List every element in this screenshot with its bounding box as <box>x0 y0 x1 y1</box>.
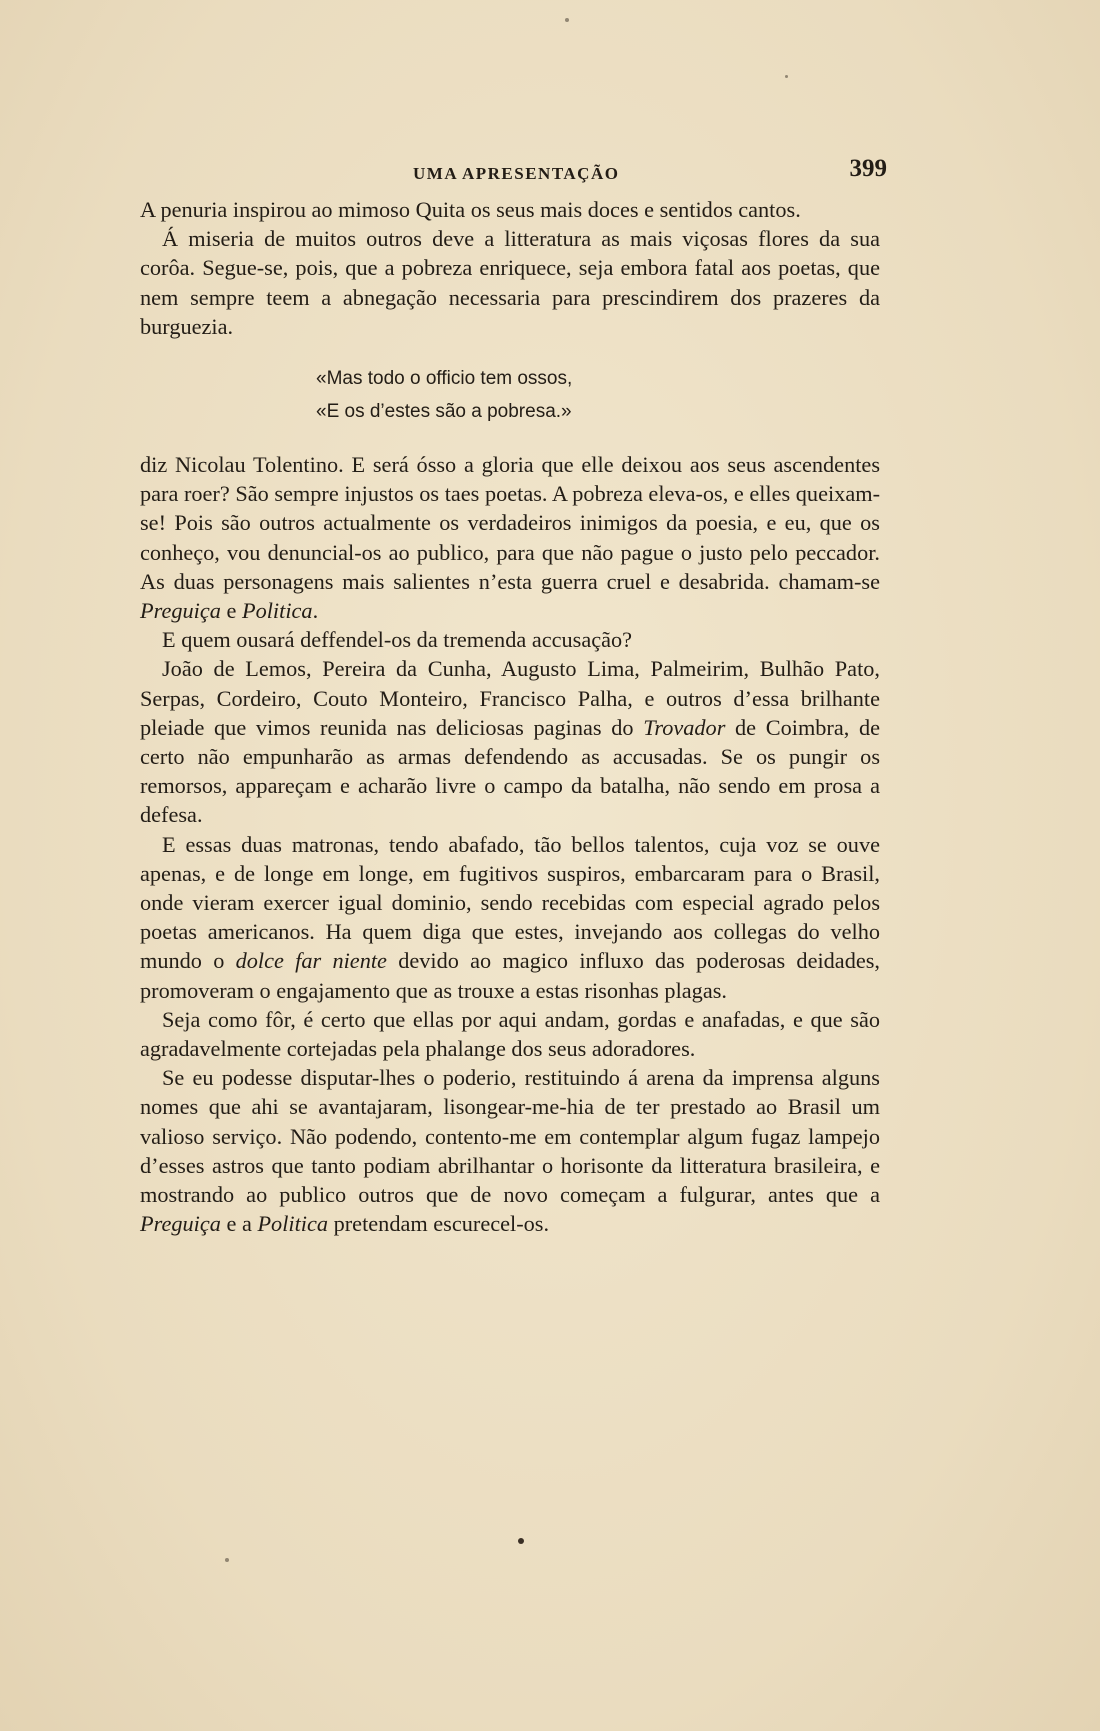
paragraph-7: Seja como fôr, é certo que ellas por aqui andam, gordas e anafadas, e que são agradavelmente cortejadas pela phalange dos seus adoradores. <box>140 1006 880 1062</box>
period: . <box>312 598 319 624</box>
verse-line-1: «Mas todo o officio tem ossos, <box>316 368 573 390</box>
paragraph-3 <box>140 450 880 625</box>
verse-line-2: «E os d’estes são a pobresa.» <box>316 401 572 423</box>
paragraph-5-text-b: de Coimbra, de certo não empunharão as armas defendendo as accusadas. Se os pungir os remorsos, appareçam e acharão livre o campo da batalha, não sendo em prosa a defesa. <box>140 714 881 828</box>
italic-preguica-2: Preguiça <box>140 1211 221 1237</box>
italic-politica-2: Politica <box>257 1211 329 1237</box>
paragraph-8-text-b: pretendam escurecel-os. <box>333 1211 550 1237</box>
paragraph-8-text-a: Se eu podesse disputar-lhes o poderio, restituindo á arena da imprensa alguns nomes que ahi se avantajaram, lisongear-me-hia de ter prestado ao Brasil um valioso serviço. Não podendo, contento-me em contemplar algum fugaz lampejo d’esses astros que tanto podiam abrilhantar o horisonte da litteratura brasileira, e mostrando ao publico outros que de novo começam a fulgurar, antes que a <box>140 1065 880 1208</box>
paragraph-3-text: diz Nicolau Tolentino. E será ósso a gloria que elle deixou aos seus ascendentes para roer? São sempre injustos os taes poetas. A pobreza eleva-os, e elles queixam-se! Pois são outros actualmente os verdadeiros inimigos da poesia, e eu, que os conheço, vou denuncial-os ao publico, para que não pague o justo pelo peccador. As duas personagens mais salientes n’esta guerra cruel e desabrida. chamam-se <box>140 452 880 594</box>
italic-dolce-far-niente: dolce far niente <box>235 948 387 974</box>
paper-speck <box>785 75 788 78</box>
page-body <box>140 195 880 1239</box>
paragraph-2: Á miseria de muitos outros deve a litteratura as mais viçosas flores da sua corôa. Segue-se, pois, que a pobreza enriquece, seja embora fatal aos poetas, que nem sempre teem a abnegação necessaria para prescindirem dos prazeres da burguezia. <box>140 226 880 339</box>
italic-politica: Politica <box>241 598 313 624</box>
paper-speck <box>225 1558 229 1562</box>
paragraph-6-text-b: devido ao magico influxo das poderosas deidades, promoveram o engajamento que as trouxe a estas risonhas plagas. <box>140 948 880 1003</box>
book-page <box>140 155 887 1239</box>
italic-preguica: Preguiça <box>140 598 221 624</box>
conjunction: e <box>226 598 237 624</box>
paper-speck <box>565 18 569 22</box>
verse-quote <box>316 362 880 428</box>
paper-speck <box>518 1538 524 1544</box>
page-number: 399 <box>849 155 887 182</box>
paragraph-6-text-a: E essas duas matronas, tendo abafado, tão bellos talentos, cuja voz se ouve apenas, e de longe em longe, em fugitivos suspiros, embarcaram para o Brasil, onde vieram exercer igual dominio, sendo recebidas com especial agrado pelos poetas americanos. Ha quem diga que estes, invejando aos collegas do velho mundo o <box>140 831 880 974</box>
page-header <box>140 155 887 195</box>
paragraph-8 <box>140 1063 880 1238</box>
conjunction-2: e a <box>226 1211 252 1237</box>
running-title: UMA APRESENTAÇÃO <box>413 164 620 183</box>
paragraph-5 <box>140 654 880 829</box>
paragraph-6 <box>140 830 880 1005</box>
italic-trovador: Trovador <box>643 714 726 740</box>
paragraph-5-text-a: João de Lemos, Pereira da Cunha, Augusto Lima, Palmeirim, Bulhão Pato, Serpas, Cordeiro, Couto Monteiro, Francisco Palha, e outros d’essa brilhante pleiade que vimos reunida nas deliciosas paginas do <box>140 656 880 740</box>
paragraph-1: A penuria inspirou ao mimoso Quita os seus mais doces e sentidos cantos. <box>140 197 801 222</box>
paragraph-4: E quem ousará deffendel-os da tremenda accusação? <box>162 627 633 653</box>
